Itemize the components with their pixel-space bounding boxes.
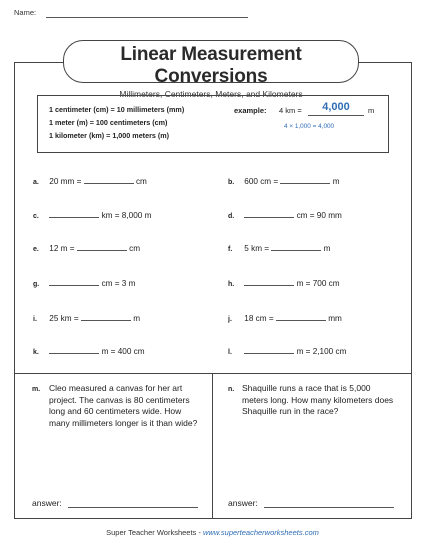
problem-right: cm [135, 177, 147, 186]
problem-letter: f. [228, 246, 233, 253]
word-problem-n-text: Shaquille runs a race that is 5,000 meters long. How many kilometers does Shaquille run in the race? [242, 383, 394, 417]
footer-separator: - [196, 528, 203, 537]
problem-left: 12 m = [49, 244, 75, 253]
example-answer: 4,000 [322, 101, 350, 113]
word-problem-m-text: Cleo measured a canvas for her art project. The canvas is 80 centimeters long and 60 centimeters wide. How many millimeters longer is it than wide? [49, 383, 198, 428]
problem-left: 5 km = [244, 244, 270, 253]
problem-letter: g. [33, 281, 40, 288]
example-label: example: [234, 106, 267, 115]
problem-letter: b. [228, 179, 235, 186]
name-field[interactable] [46, 17, 248, 18]
problem-right: mm [328, 314, 342, 323]
problem-right: cm = 90 mm [296, 211, 342, 220]
problem-right: m = 400 cm [101, 347, 145, 356]
answer-blank[interactable] [244, 278, 294, 286]
footer-url[interactable]: www.superteacherworksheets.com [202, 528, 319, 537]
problem-l [228, 346, 346, 356]
answer-blank[interactable] [271, 243, 321, 251]
problem-j [228, 313, 342, 323]
problem-letter: l. [228, 349, 232, 356]
problem-left: 18 cm = [244, 314, 274, 323]
problem-g [33, 278, 135, 288]
example-question: 4 km = [279, 106, 302, 115]
word-problem-column-divider [212, 373, 213, 519]
problem-letter: d. [228, 213, 235, 220]
problem-i [33, 313, 140, 323]
reference-line-cm: 1 centimeter (cm) = 10 millimeters (mm) [49, 105, 185, 114]
title-box [63, 40, 359, 99]
problem-letter: a. [33, 179, 39, 186]
example-work: 4 × 1,000 = 4,000 [284, 123, 335, 130]
problem-letter: i. [33, 316, 37, 323]
problem-h [228, 278, 340, 288]
problem-a [33, 176, 147, 186]
answer-line-n[interactable] [264, 507, 394, 508]
answer-label-m: answer: [32, 498, 62, 508]
page-title: Linear Measurement Conversions [120, 44, 302, 87]
problem-letter: h. [228, 281, 235, 288]
word-problem-divider [14, 373, 412, 374]
reference-line-m: 1 meter (m) = 100 centimeters (cm) [49, 118, 168, 127]
answer-blank[interactable] [49, 346, 99, 354]
name-label: Name: [14, 8, 37, 17]
problem-right: m [323, 244, 331, 253]
problem-right: m [133, 314, 141, 323]
problem-right: km = 8,000 m [101, 211, 152, 220]
answer-blank[interactable] [244, 210, 294, 218]
page-subtitle: Millimeters, Centimeters, Meters, and Kilometers [119, 89, 303, 99]
problem-k [33, 346, 145, 356]
answer-line-m[interactable] [68, 507, 198, 508]
footer [0, 528, 425, 537]
problem-c [33, 210, 151, 220]
problem-right: m [332, 177, 340, 186]
problem-e [33, 243, 140, 253]
problem-left: 600 cm = [244, 177, 279, 186]
answer-blank[interactable] [49, 278, 99, 286]
problem-left: 25 km = [49, 314, 79, 323]
reference-box [37, 95, 389, 153]
problem-letter: e. [33, 246, 39, 253]
answer-blank[interactable] [49, 210, 99, 218]
answer-blank[interactable] [77, 243, 127, 251]
problem-d [228, 210, 342, 220]
problem-letter: k. [33, 349, 39, 356]
problem-right: m = 700 cm [296, 279, 340, 288]
word-problem-letter-m: m. [32, 386, 41, 393]
answer-label-n: answer: [228, 498, 258, 508]
problem-left: 20 mm = [49, 177, 82, 186]
problem-f [228, 243, 330, 253]
problem-right: cm [129, 244, 141, 253]
answer-blank[interactable] [276, 313, 326, 321]
problem-letter: c. [33, 213, 39, 220]
word-problem-letter-n: n. [228, 386, 235, 393]
problem-right: m = 2,100 cm [296, 347, 347, 356]
problem-right: cm = 3 m [101, 279, 136, 288]
answer-blank[interactable] [280, 176, 330, 184]
problem-b [228, 176, 340, 186]
answer-blank[interactable] [244, 346, 294, 354]
example-unit: m [368, 106, 375, 115]
answer-blank[interactable] [81, 313, 131, 321]
reference-line-km: 1 kilometer (km) = 1,000 meters (m) [49, 131, 170, 140]
problem-letter: j. [228, 316, 232, 323]
footer-brand: Super Teacher Worksheets [106, 528, 197, 537]
example-answer-line [308, 115, 364, 116]
answer-blank[interactable] [84, 176, 134, 184]
